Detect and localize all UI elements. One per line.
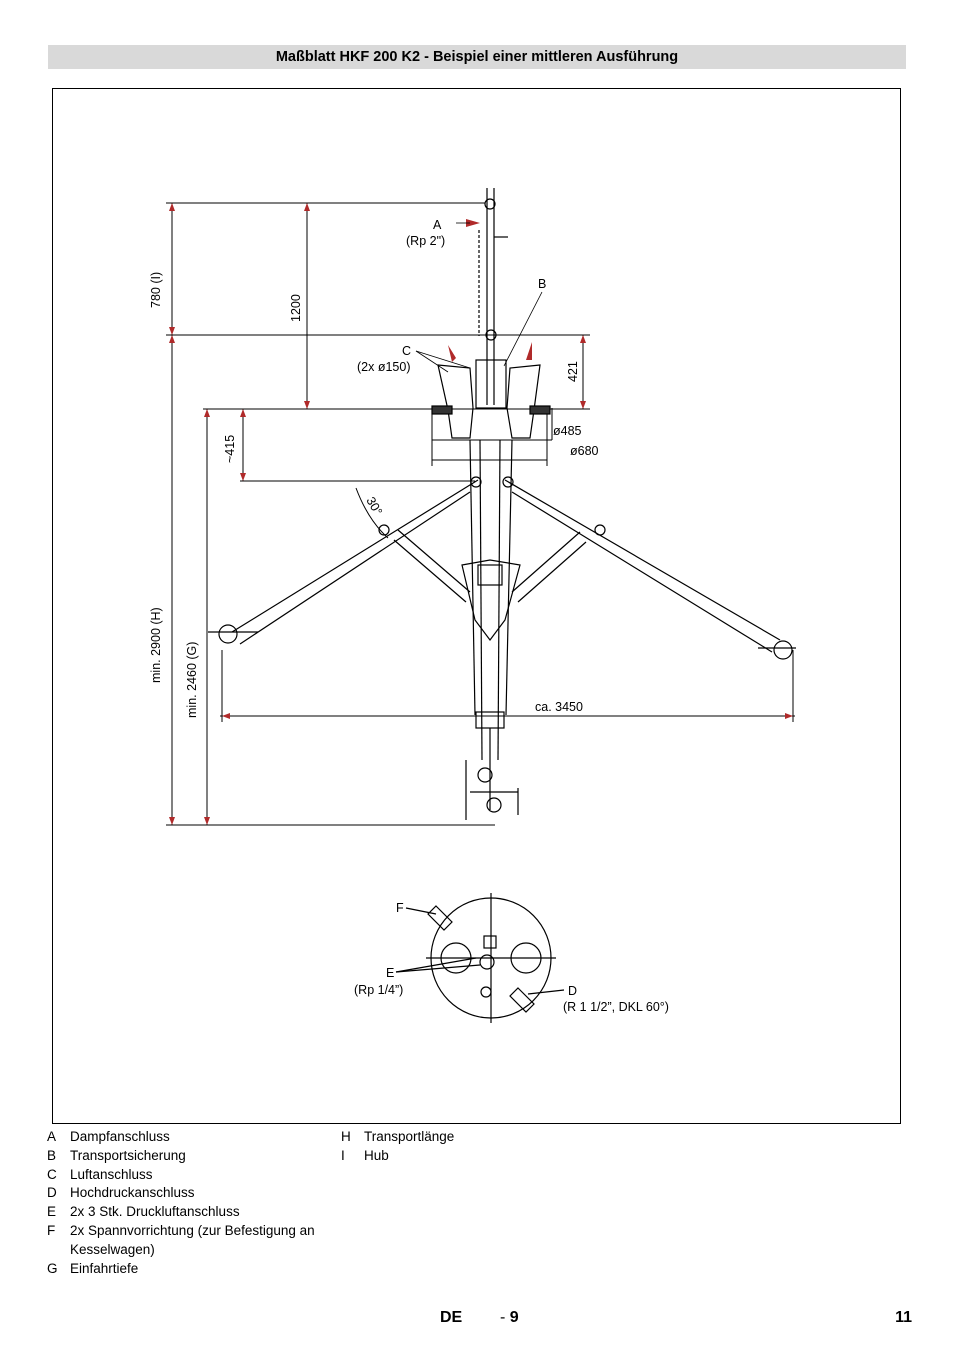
footer-language: DE [440, 1309, 463, 1326]
dim-2900: min. 2900 (H) [149, 607, 163, 683]
legend-item: A Dampfanschluss [47, 1129, 170, 1144]
legend-item: G Einfahrtiefe [47, 1260, 139, 1276]
legend-item: F 2x Spannvorrichtung (zur Befestigung an Kesselwagen) [47, 1222, 315, 1257]
callout-c: C [402, 344, 412, 358]
legend-item: B Transportsicherung [47, 1147, 186, 1163]
dim-1200: 1200 [289, 294, 303, 322]
legend-item: C Luftanschluss [47, 1166, 153, 1182]
dim-3450: ca. 3450 [535, 700, 583, 714]
callout-e-sub: (Rp 1/4”) [354, 983, 404, 997]
dim-485: ø485 [553, 424, 582, 438]
legend-item: E 2x 3 Stk. Druckluftanschluss [47, 1204, 240, 1220]
callout-a: A [433, 218, 442, 232]
dim-780: 780 (I) [149, 271, 163, 308]
callout-d: D [568, 984, 578, 998]
page-title: Maßblatt HKF 200 K2 - Beispiel einer mittleren Ausführung [48, 45, 906, 69]
legend-item: D Hochdruckanschluss [47, 1185, 195, 1201]
dim-421: 421 [566, 361, 580, 382]
dim-680: ø680 [570, 444, 599, 458]
legend-item: I Hub [341, 1147, 389, 1163]
callout-d-sub: (R 1 1/2”, DKL 60°) [563, 1000, 669, 1014]
dim-415: ~415 [223, 434, 237, 463]
dim-2460: min. 2460 (G) [185, 641, 199, 718]
legend-item: H Transportlänge [341, 1129, 455, 1144]
callout-f: F [396, 901, 404, 915]
footer-page-number: 11 [895, 1309, 912, 1326]
callout-a-sub: (Rp 2") [406, 234, 446, 248]
legend-right [341, 1128, 614, 1166]
dim-angle: 30° [363, 494, 385, 518]
callout-c-sub: (2x ø150) [357, 360, 411, 374]
callout-e: E [386, 966, 395, 980]
callout-b: B [538, 277, 547, 291]
legend-left [47, 1128, 320, 1278]
footer-page: - 9 [500, 1309, 519, 1326]
